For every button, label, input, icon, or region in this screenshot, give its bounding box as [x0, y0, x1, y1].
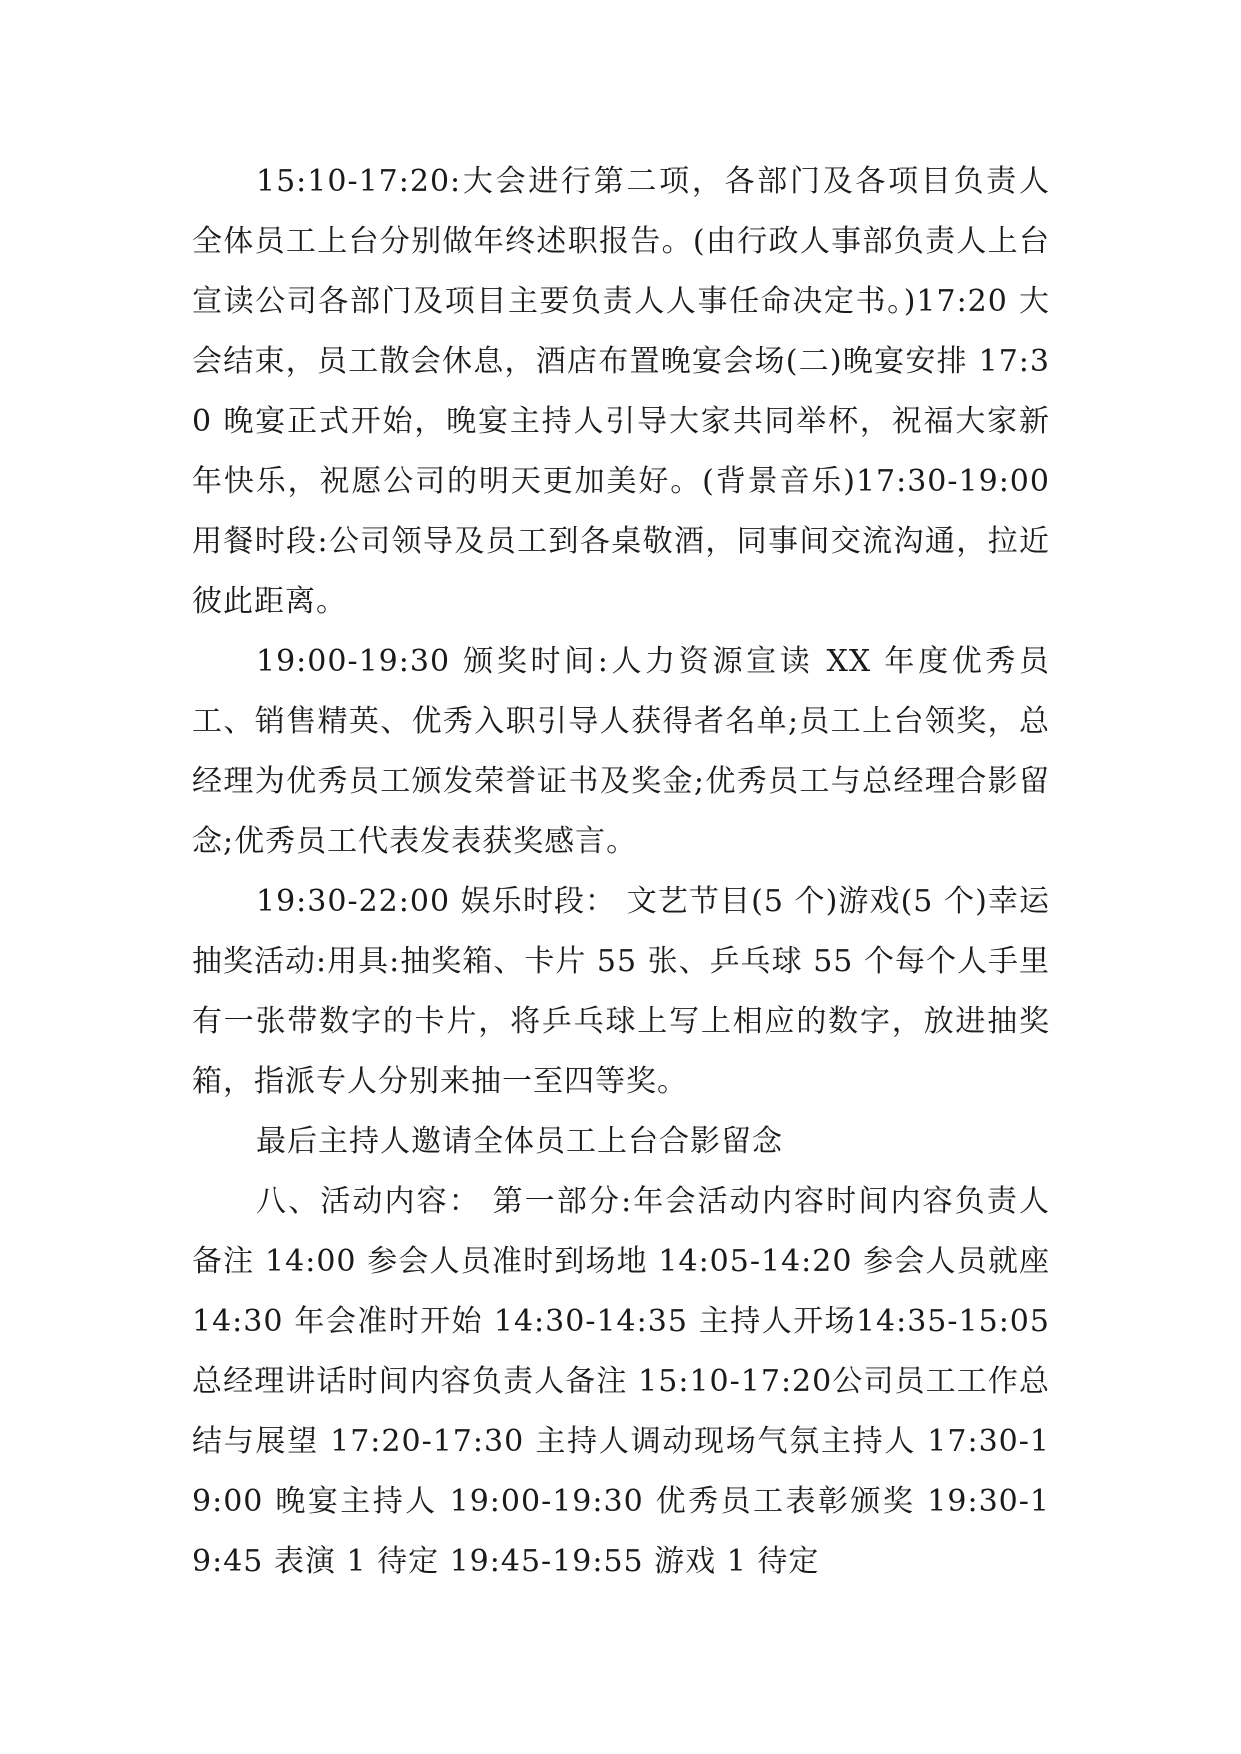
paragraph-awards: 19:00-19:30 颁奖时间:人力资源宣读 XX 年度优秀员工、销售精英、优秀入职引导人获得者名单;员工上台领奖，总经理为优秀员工颁发荣誉证书及奖金;优秀员工与总经理合影留念;优秀员工代表发表获奖感言。 — [192, 644, 1050, 859]
paragraph-activity-content: 八、活动内容： 第一部分:年会活动内容时间内容负责人备注 14:00 参会人员准时到场地 14:05-14:20 参会人员就座 14:30 年会准时开始 14:30-14:35 主持人开场14:35-15:05 总经理讲话时间内容负责人备注 15:10-17:20公司员工工作总结与展望 17:20-17:30 主持人调动现场气氛主持人 17:30-19:00 晚宴主持人 19:00-19:30 优秀员工表彰颁奖 19:30-19:45 表演 1 待定 19:45-19:55 游戏 1 待定 — [192, 1184, 1050, 1579]
paragraph-group-photo: 最后主持人邀请全体员工上台合影留念 — [256, 1124, 783, 1159]
paragraph-entertainment: 19:30-22:00 娱乐时段： 文艺节目(5 个)游戏(5 个)幸运抽奖活动:用具:抽奖箱、卡片 55 张、乒乓球 55 个每个人手里有一张带数字的卡片，将乒乓球上写上相应的数字，放进抽奖箱，指派专人分别来抽一至四等奖。 — [192, 884, 1050, 1099]
document-body — [192, 152, 1050, 1592]
paragraph-evening-schedule: 15:10-17:20:大会进行第二项，各部门及各项目负责人全体员工上台分别做年终述职报告。(由行政人事部负责人上台宣读公司各部门及项目主要负责人人事任命决定书。)17:20 大会结束，员工散会休息，酒店布置晚宴会场(二)晚宴安排 17:30 晚宴正式开始，晚宴主持人引导大家共同举杯，祝福大家新年快乐，祝愿公司的明天更加美好。(背景音乐)17:30-19:00 用餐时段:公司领导及员工到各桌敬酒，同事间交流沟通，拉近彼此距离。 — [192, 164, 1050, 619]
